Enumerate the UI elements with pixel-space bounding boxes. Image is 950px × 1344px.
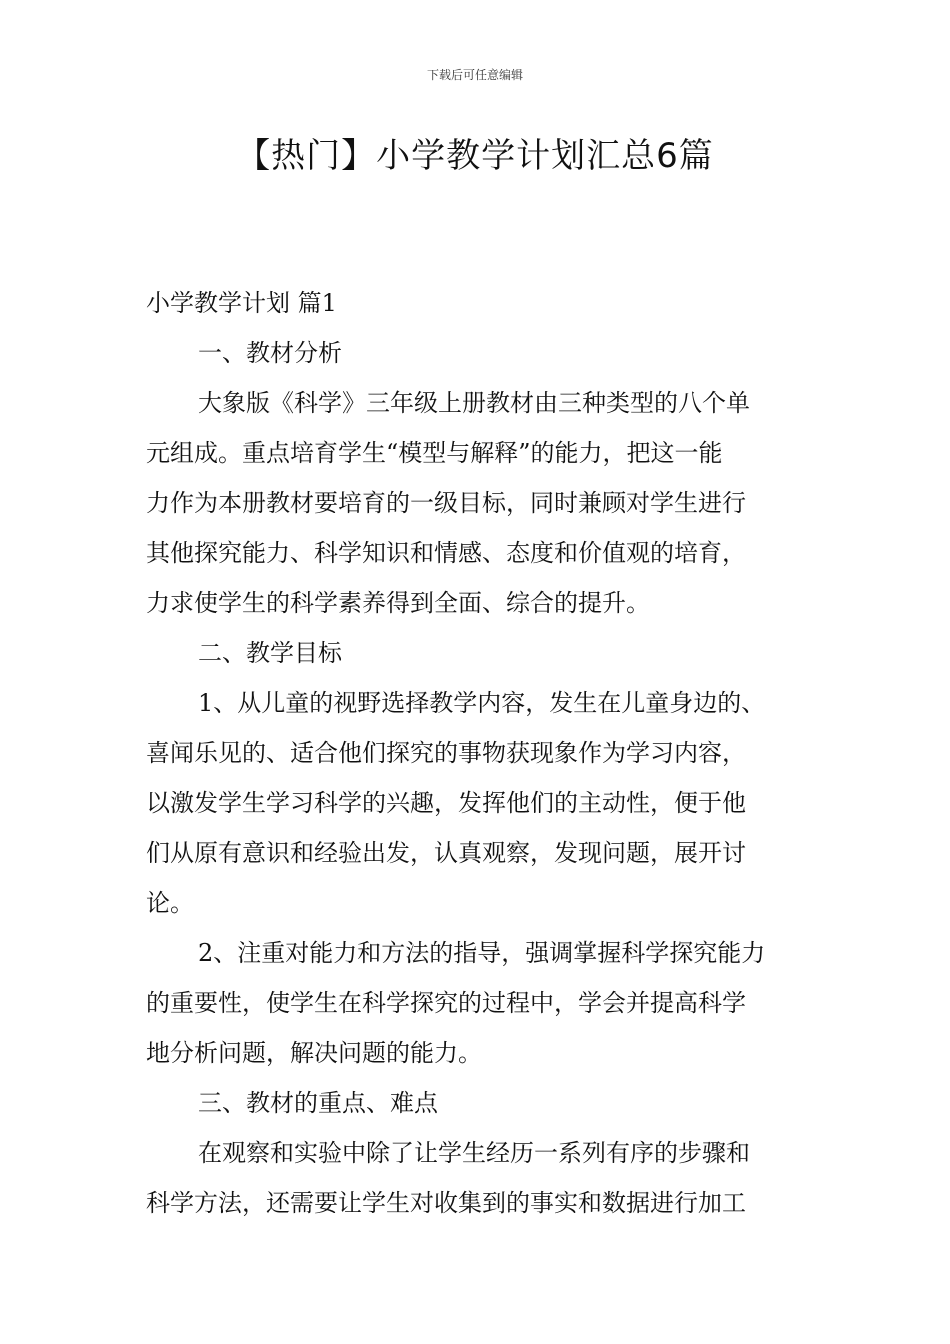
- text-line: 以激发学生学习科学的兴趣，发挥他们的主动性，便于他: [146, 789, 746, 817]
- text-line: 地分析问题，解决问题的能力。: [146, 1039, 482, 1067]
- text-line: 喜闻乐见的、适合他们探究的事物获现象作为学习内容，: [146, 739, 746, 767]
- text-line: 力作为本册教材要培育的一级目标，同时兼顾对学生进行: [146, 489, 746, 517]
- text-line: 大象版《科学》三年级上册教材由三种类型的八个单: [198, 389, 750, 417]
- text-line: 元组成。重点培育学生“模型与解释”的能力，把这一能: [146, 439, 723, 467]
- text-line: 论。: [146, 889, 194, 917]
- paragraph-lines: [146, 328, 806, 1228]
- text-line: 们从原有意识和经验出发，认真观察，发现问题，展开讨: [146, 839, 746, 867]
- text-line: 其他探究能力、科学知识和情感、态度和价值观的培育，: [146, 539, 746, 567]
- text-line: 2、注重对能力和方法的指导，强调掌握科学探究能力: [198, 939, 766, 967]
- text-line: 一、教材分析: [198, 339, 342, 367]
- text-line: 三、教材的重点、难点: [198, 1089, 438, 1117]
- text-line: 的重要性，使学生在科学探究的过程中，学会并提高科学: [146, 989, 746, 1017]
- document-body: [146, 278, 806, 1228]
- header-note: 下载后可任意编辑: [426, 68, 523, 82]
- document-title: 【热门】小学教学计划汇总6篇: [236, 136, 714, 176]
- text-line: 1、从儿童的视野选择教学内容，发生在儿童身边的、: [198, 689, 766, 717]
- section-heading: 小学教学计划 篇1: [146, 289, 337, 317]
- text-line: 力求使学生的科学素养得到全面、综合的提升。: [146, 589, 650, 617]
- text-line: 在观察和实验中除了让学生经历一系列有序的步骤和: [198, 1139, 750, 1167]
- text-line: 二、教学目标: [198, 639, 342, 667]
- text-line: 科学方法，还需要让学生对收集到的事实和数据进行加工: [146, 1189, 746, 1217]
